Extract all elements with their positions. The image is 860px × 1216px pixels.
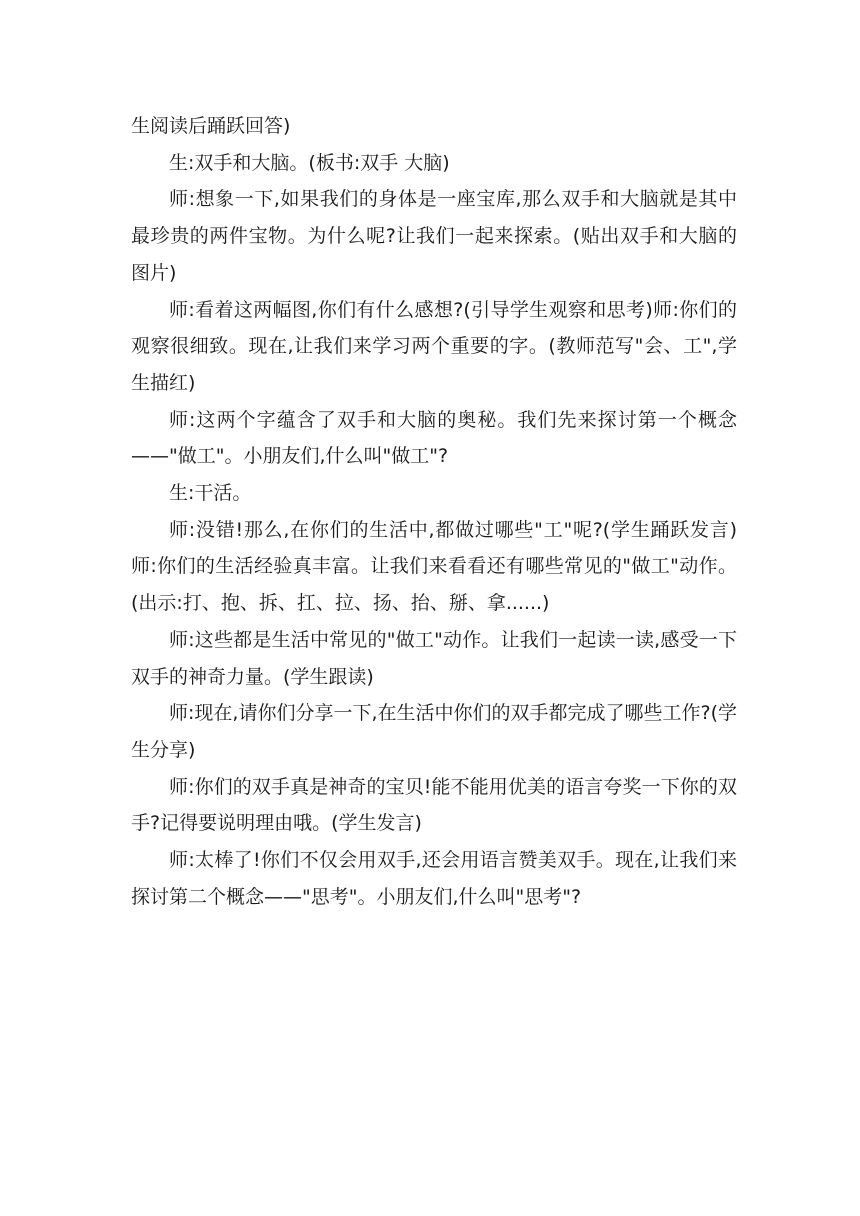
document-body [131,108,737,915]
paragraph-9: 师:现在,请你们分享一下,在生活中你们的双手都完成了哪些工作?(学生分享) [131,702,737,761]
paragraph-2: 生:双手和大脑。(板书:双手 大脑) [169,151,450,174]
paragraph-3: 师:想象一下,如果我们的身体是一座宝库,那么双手和大脑就是其中最珍贵的两件宝物。为什么呢?让我们一起来探索。(贴出双手和大脑的图片) [131,188,737,284]
paragraph-6: 生:干活。 [169,482,252,505]
paragraph-8: 师:这些都是生活中常见的"做工"动作。让我们一起读一读,感受一下双手的神奇力量。(学生跟读) [131,628,737,688]
paragraph-1: 生阅读后踊跃回答) [131,115,291,137]
paragraph-4: 师:看着这两幅图,你们有什么感想?(引导学生观察和思考)师:你们的观察很细致。现在,让我们来学习两个重要的字。(教师范写"会、工",学生描红) [131,298,737,394]
paragraph-5: 师:这两个字蕴含了双手和大脑的奥秘。我们先来探讨第一个概念——"做工"。小朋友们,什么叫"做工"? [131,408,737,468]
paragraph-10: 师:你们的双手真是神奇的宝贝!能不能用优美的语言夸奖一下你的双手?记得要说明理由哦。(学生发言) [131,775,737,835]
paragraph-11: 师:太棒了!你们不仅会用双手,还会用语言赞美双手。现在,让我们来探讨第二个概念——"思考"。小朋友们,什么叫"思考"? [131,849,737,908]
paragraph-7: 师:没错!那么,在你们的生活中,都做过哪些"工"呢?(学生踊跃发言)师:你们的生活经验真丰富。让我们来看看还有哪些常见的"做工"动作。(出示:打、抱、拆、扛、拉、扬、抬、掰、拿......) [131,518,737,615]
